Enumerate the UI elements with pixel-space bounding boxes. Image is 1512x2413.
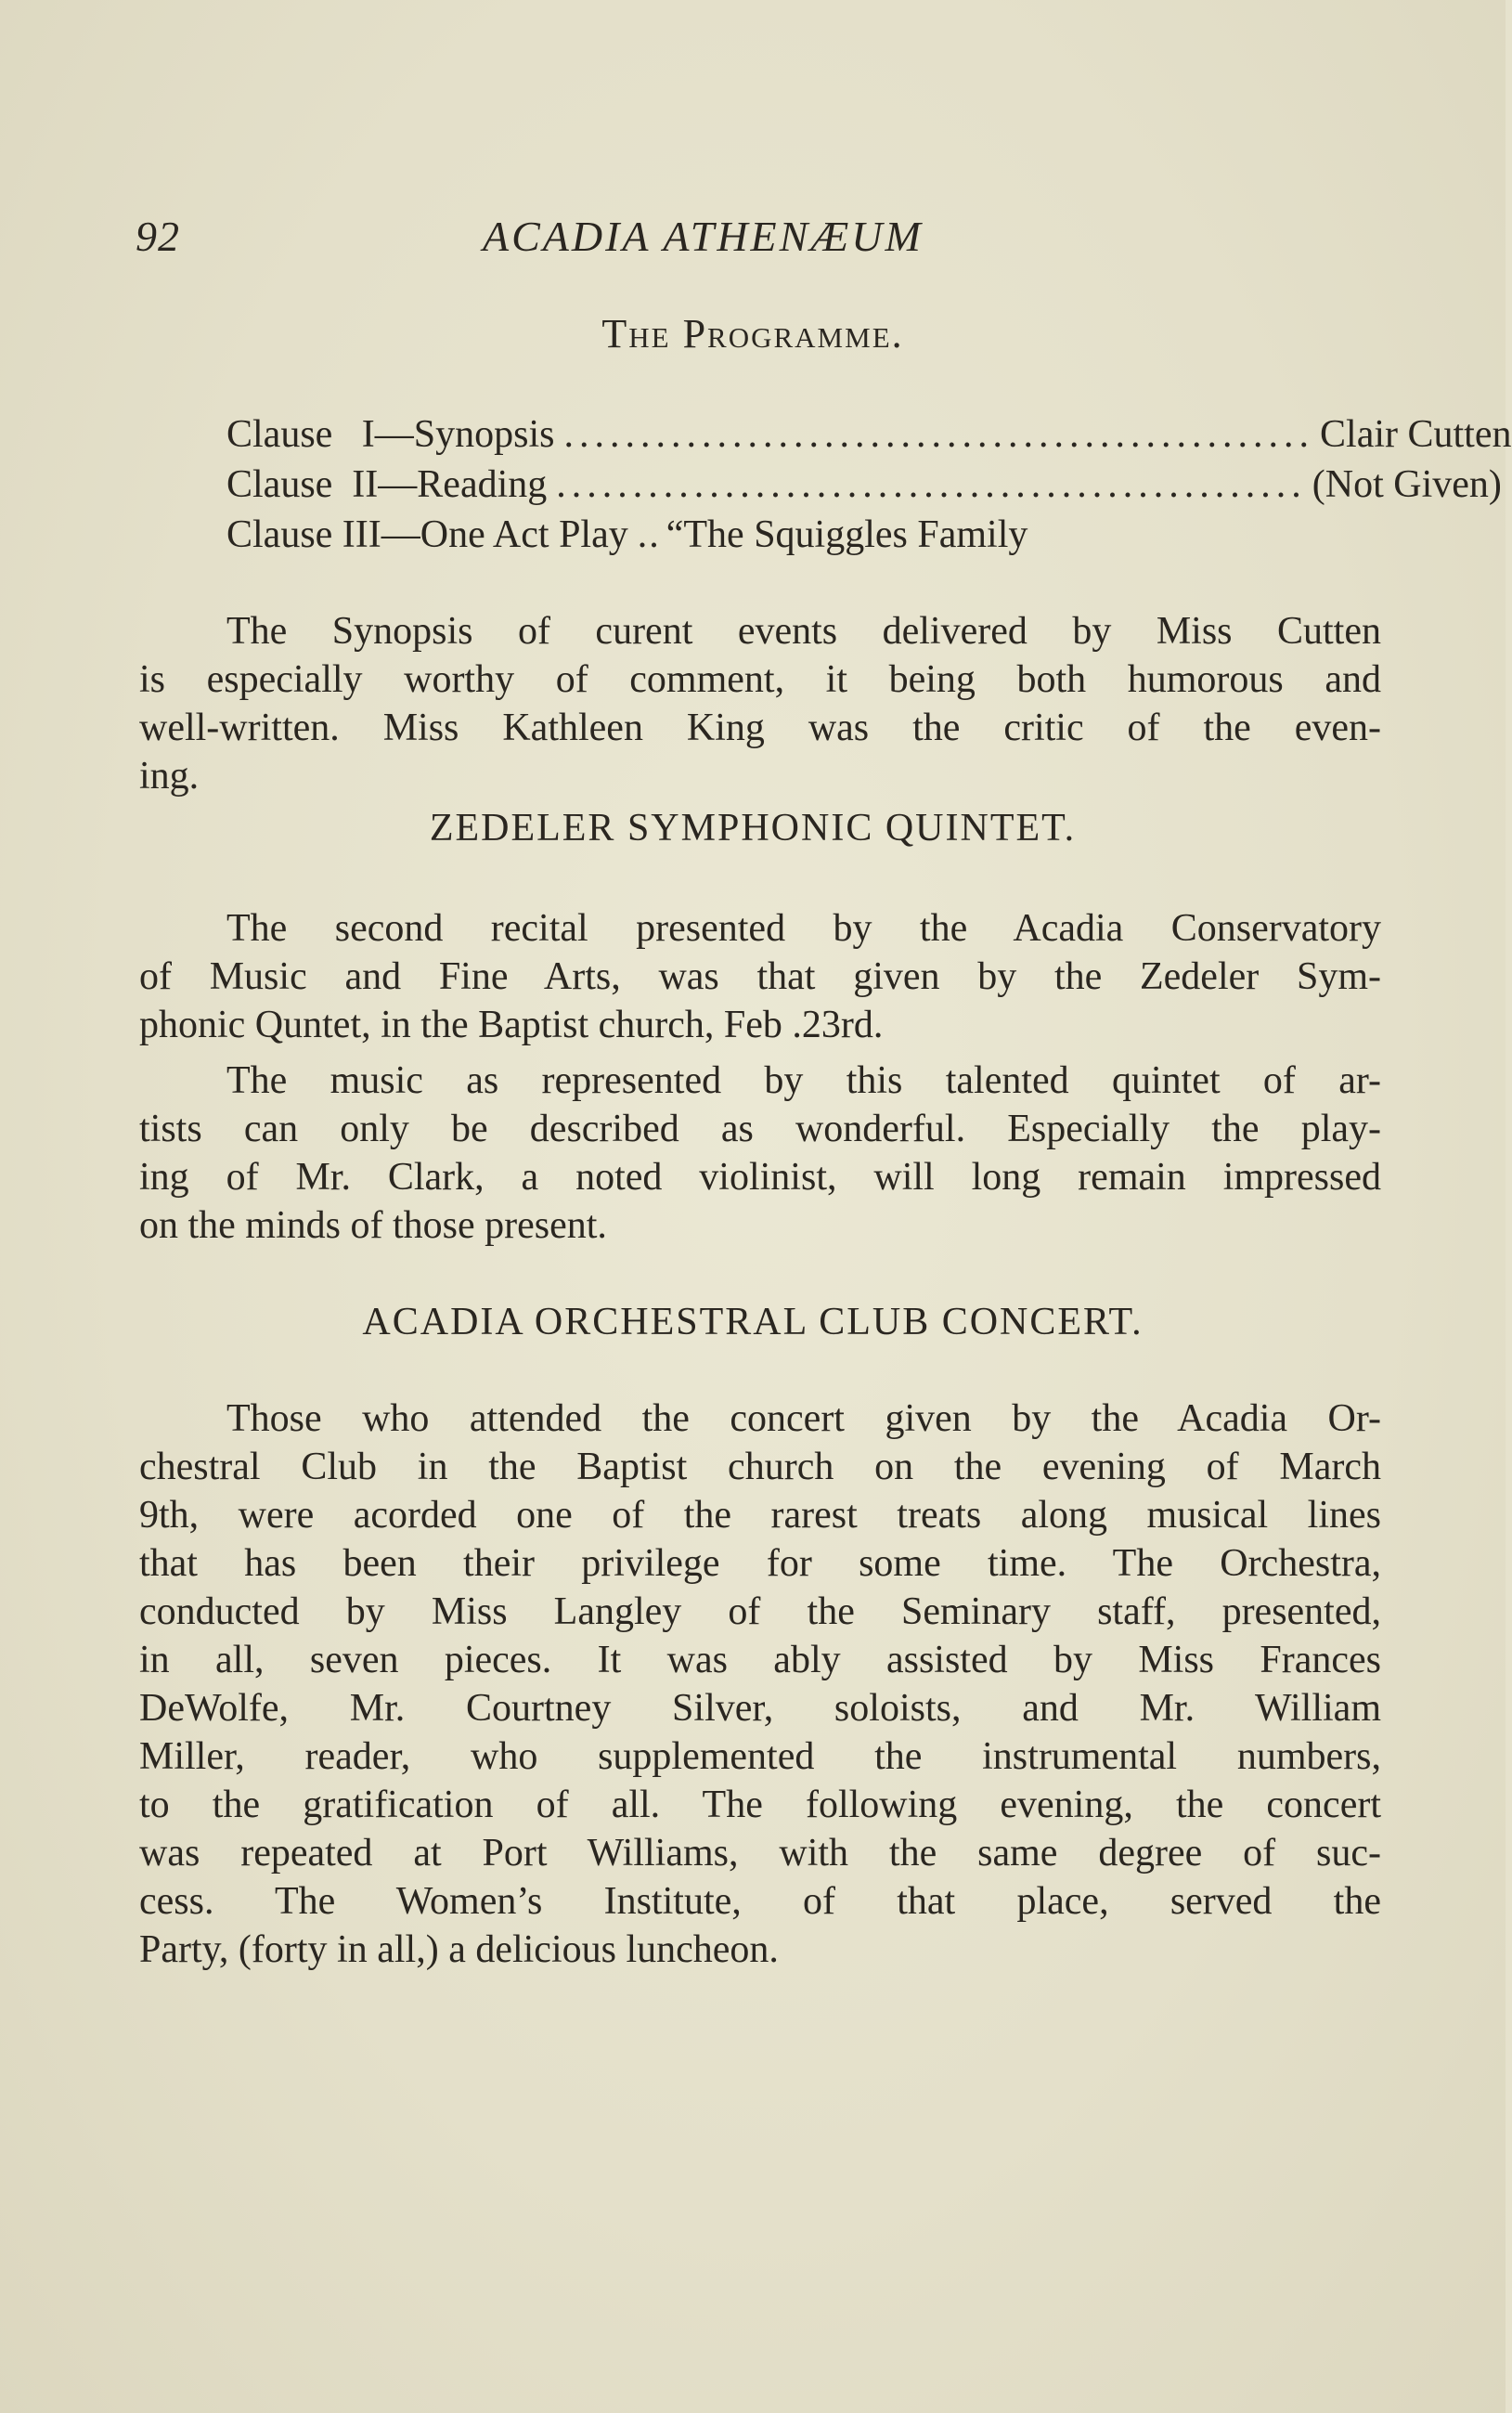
text-line: was repeated at Port Williams, with the same degree of suc- bbox=[139, 1832, 1381, 1875]
text-line: chestral Club in the Baptist church on the evening of March bbox=[139, 1446, 1381, 1488]
programme-row-right: “The Squiggles Family bbox=[666, 513, 1028, 556]
programme-row-left: Clause III—One Act Play bbox=[226, 513, 628, 556]
leader-dots: .. bbox=[637, 513, 661, 556]
running-head: ACADIA ATHENÆUM bbox=[483, 213, 924, 260]
text-line: is especially worthy of comment, it being both humorous and bbox=[139, 658, 1381, 701]
zedeler-title: ZEDELER SYMPHONIC QUINTET. bbox=[429, 807, 1077, 850]
programme-row-right: (Not Given) bbox=[1312, 463, 1502, 506]
text-line: in all, seven pieces. It was ably assisted by Miss Frances bbox=[139, 1639, 1381, 1681]
programme-row bbox=[226, 410, 1512, 459]
text-line: Those who attended the concert given by the Acadia Or- bbox=[226, 1397, 1381, 1440]
text-line: The second recital presented by the Acadia Conservatory bbox=[226, 907, 1381, 950]
programme-title: The Programme. bbox=[601, 311, 904, 357]
text-line: well-written. Miss Kathleen King was the critic of the even- bbox=[139, 707, 1381, 749]
text-line: to the gratification of all. The following evening, the concert bbox=[139, 1784, 1381, 1826]
programme-row-left: Clause I—Synopsis bbox=[226, 413, 555, 456]
programme-row-left: Clause II—Reading bbox=[226, 463, 548, 506]
text-line: The music as represented by this talented quintet of ar- bbox=[226, 1059, 1381, 1102]
text-line: Miller, reader, who supplemented the instrumental numbers, bbox=[139, 1735, 1381, 1778]
text-line: ing of Mr. Clark, a noted violinist, will long remain impressed bbox=[139, 1156, 1381, 1199]
programme-row bbox=[226, 461, 1502, 509]
zedeler-paragraph-2 bbox=[139, 1057, 1381, 1250]
zedeler-paragraph-1 bbox=[139, 904, 1381, 1049]
programme-row-right: Clair Cutten bbox=[1320, 413, 1512, 456]
page-number: 92 bbox=[136, 213, 180, 260]
text-line: cess. The Women’s Institute, of that place, served the bbox=[139, 1880, 1381, 1923]
text-line: DeWolfe, Mr. Courtney Silver, soloists, and Mr. William bbox=[139, 1687, 1381, 1730]
leader-dots: ................................................. bbox=[556, 463, 1307, 506]
text-line: phonic Quntet, in the Baptist church, Feb .23rd. bbox=[139, 1004, 884, 1046]
text-line: of Music and Fine Arts, was that given by the Zedeler Sym- bbox=[139, 955, 1381, 998]
programme-row bbox=[226, 511, 1294, 559]
text-line: 9th, were acorded one of the rarest treats along musical lines bbox=[139, 1494, 1381, 1537]
text-line: conducted by Miss Langley of the Seminary staff, presented, bbox=[139, 1590, 1381, 1633]
text-line: that has been their privilege for some time. The Orchestra, bbox=[139, 1542, 1381, 1585]
orchestral-title: ACADIA ORCHESTRAL CLUB CONCERT. bbox=[362, 1301, 1144, 1343]
text-line: The Synopsis of curent events delivered by Miss Cutten bbox=[226, 610, 1381, 653]
text-line: Party, (forty in all,) a delicious luncheon. bbox=[139, 1928, 779, 1971]
text-line: on the minds of those present. bbox=[139, 1204, 607, 1247]
leader-dots: ................................................. bbox=[563, 413, 1315, 456]
orchestral-paragraph bbox=[139, 1395, 1381, 1974]
programme-paragraph bbox=[139, 607, 1381, 800]
text-line: ing. bbox=[139, 755, 200, 798]
text-line: tists can only be described as wonderful. Especially the play- bbox=[139, 1108, 1381, 1150]
